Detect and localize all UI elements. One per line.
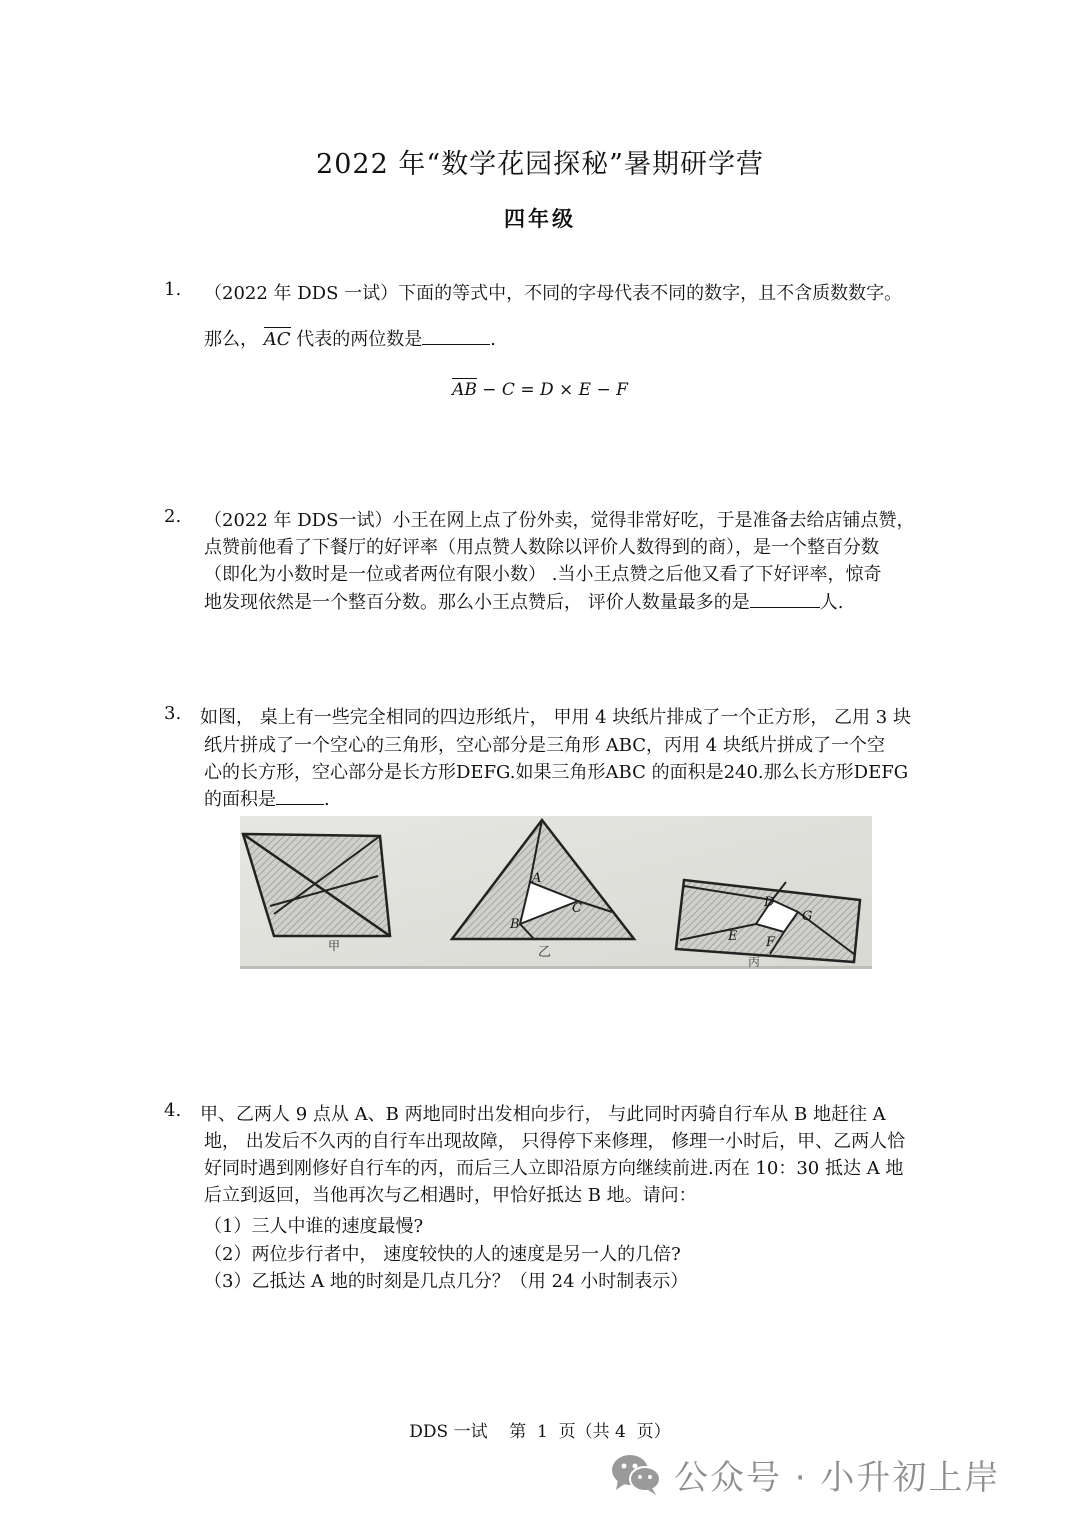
q3-answer-blank [276,786,324,805]
q3-number: 3. [164,703,182,724]
label-F: F [766,935,776,950]
q4-line3: 好同时遇到刚修好自行车的丙，而后三人立即沿原方向继续前进.丙在 10：30 抵达 A 地 [204,1158,904,1179]
q2-line4 [204,588,843,614]
q3-line2: 纸片拼成了一个空心的三角形，空心部分是三角形 ABC，丙用 4 块纸片拼成了一个空 [204,735,885,756]
q2-line4-pre: 地发现依然是一个整百分数。那么小王点赞后， 评价人数量最多的是 [204,592,750,613]
watermark-text: 公众号 · 小升初上岸 [674,1457,1001,1498]
label-A: A [532,871,542,886]
q1-line1: （2022 年 DDS 一试）下面的等式中，不同的字母代表不同的数字，且不含质数数字。 [204,283,903,304]
grade-heading: 四年级 [504,206,576,231]
label-yi: 乙 [538,945,552,960]
q4-line2: 地， 出发后不久丙的自行车出现故障， 只得停下来修理， 修理一小时后，甲、乙两人恰 [204,1131,906,1152]
q1-overline-ac: AC [263,329,291,350]
q3-line4-pre: 的面积是 [204,789,276,810]
label-B: B [510,917,520,932]
q2-answer-blank [750,589,820,608]
q3-figure-photo [240,816,872,969]
q4-subquestion-1: （1）三人中谁的速度最慢? [204,1216,424,1237]
q3-line4 [204,785,330,811]
page-footer: DDS 一试 第 1 页（共 4 页） [409,1422,671,1442]
q4-line1: 甲、乙两人 9 点从 A、B 两地同时出发相向步行， 与此同时丙骑自行车从 B 地赶往 A [200,1104,886,1125]
q2-line1: （2022 年 DDS一试）小王在网上点了份外卖，觉得非常好吃，于是准备去给店铺点赞， [204,510,915,531]
label-jia: 甲 [328,939,341,953]
q1-number: 1. [164,279,182,300]
label-bing: 丙 [748,955,761,969]
label-G: G [802,909,813,924]
page-title: 2022 年“数学花园探秘”暑期研学营 [316,149,764,180]
q4-subquestion-3: （3）乙抵达 A 地的时刻是几点几分？（用 24 小时制表示） [204,1271,689,1292]
q3-line1: 如图， 桌上有一些完全相同的四边形纸片， 甲用 4 块纸片排成了一个正方形， 乙用 3 块 [200,707,911,728]
label-E: E [728,929,738,944]
label-D: D [764,895,775,910]
q2-line4-post: 人. [819,592,844,613]
wechat-icon [610,1452,662,1496]
q1-line2 [204,325,496,351]
label-C: C [572,901,582,916]
q1-formula [0,380,1080,400]
q1-answer-blank [422,326,490,345]
q2-line2: 点赞前他看了下餐厅的好评率（用点赞人数除以评价人数得到的商），是一个整百分数 [204,537,879,558]
q2-line3: （即化为小数时是一位或者两位有限小数） .当小王点赞之后他又看了下好评率，惊奇 [204,564,882,585]
q1-line2-end: . [490,329,496,350]
q4-line4: 后立到返回，当他再次与乙相遇时，甲恰好抵达 B 地。请问： [204,1185,697,1206]
q4-subquestion-2: （2）两位步行者中， 速度较快的人的速度是另一人的几倍? [204,1244,681,1265]
q2-number: 2. [164,506,182,527]
q3-line3: 心的长方形，空心部分是长方形DEFG.如果三角形ABC 的面积是240.那么长方形DEFG [204,762,909,783]
q4-number: 4. [164,1100,182,1121]
q1-line2-pre: 那么， [204,329,258,350]
formula-overline-ab: AB [452,380,477,400]
formula-rest: − C = D × E − F [476,380,628,400]
q1-line2-post: 代表的两位数是 [296,329,423,350]
q3-line4-post: . [324,789,330,810]
watermark [610,1449,1000,1499]
